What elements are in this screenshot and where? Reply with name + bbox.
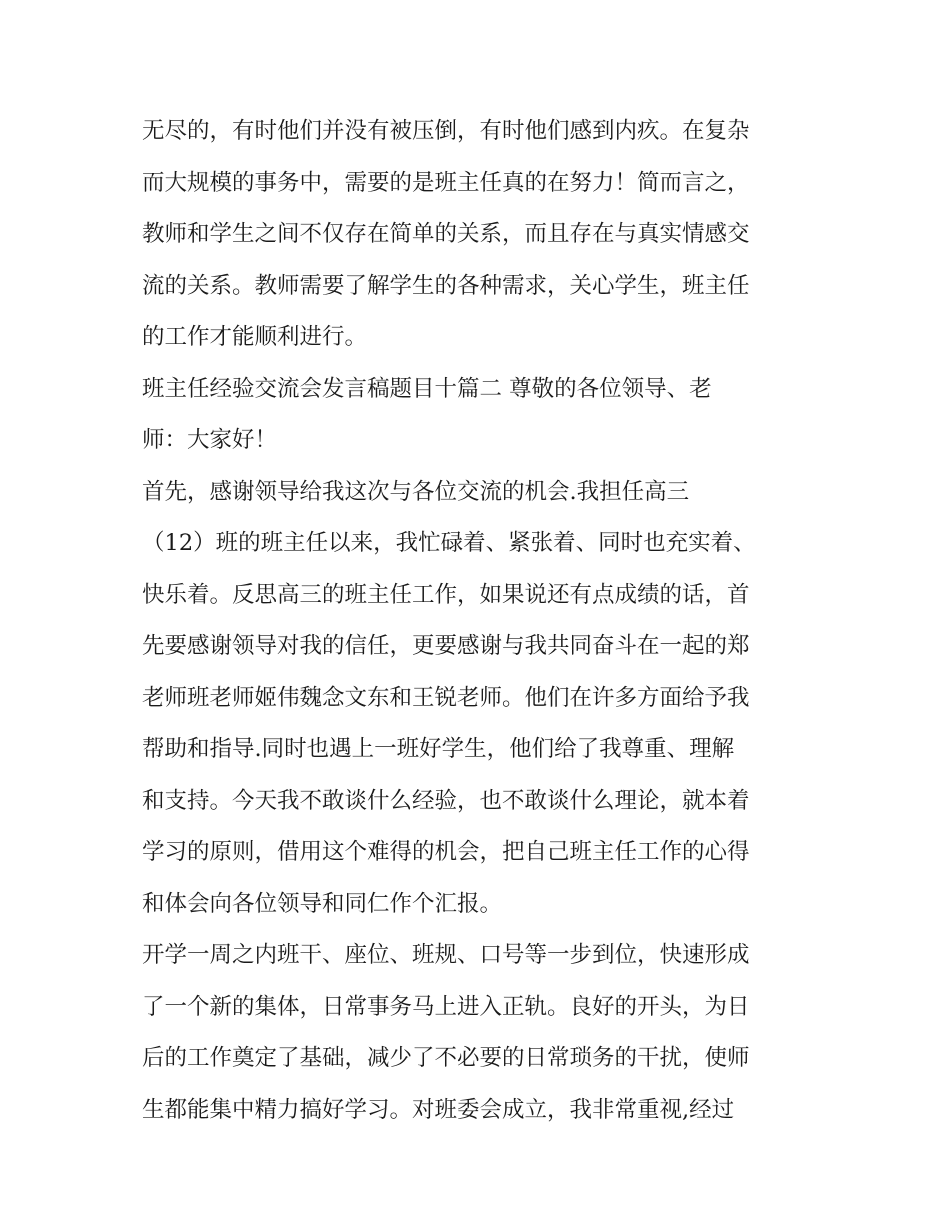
text-line: 开学一周之内班干、座位、班规、口号等一步到位，快速形成: [142, 942, 750, 968]
text-line: 帮助和指导.同时也遇上一班好学生，他们给了我尊重、理解: [142, 736, 735, 762]
text-line: 流的关系。教师需要了解学生的各种需求，关心学生，班主任: [142, 272, 750, 299]
text-line: 后的工作奠定了基础，减少了不必要的日常琐务的干扰，使师: [142, 1045, 750, 1071]
text-line: 生都能集中精力搞好学习。对班委会成立，我非常重视,经过: [142, 1096, 735, 1123]
text-line: （12）班的班主任以来，我忙碌着、紧张着、同时也充实着、: [142, 530, 756, 556]
text-line: 老师班老师姬伟魏念文东和王锐老师。他们在许多方面给予我: [142, 684, 750, 711]
text-line: 先要感谢领导对我的信任，更要感谢与我共同奋斗在一起的郑: [142, 633, 750, 659]
text-line: 快乐着。反思高三的班主任工作，如果说还有点成绩的话，首: [142, 581, 750, 608]
document-body: [142, 106, 822, 1136]
text-line: 首先，感谢领导给我这次与各位交流的机会.我担任高三: [142, 478, 690, 505]
text-line: 无尽的，有时他们并没有被压倒，有时他们感到内疚。在复杂: [142, 118, 750, 144]
text-line: 了一个新的集体，日常事务马上进入正轨。良好的开头，为日: [142, 993, 750, 1020]
section-heading-line: 班主任经验交流会发言稿题目十篇二 尊敬的各位领导、老: [142, 375, 712, 402]
text-line: 的工作才能顺利进行。: [142, 324, 368, 350]
text-line: 和支持。今天我不敢谈什么经验，也不敢谈什么理论，就本着: [142, 787, 750, 814]
text-line: 和体会向各位领导和同仁作个汇报。: [142, 890, 503, 917]
text-line: 而大规模的事务中，需要的是班主任真的在努力！简而言之，: [142, 169, 750, 196]
text-line: 教师和学生之间不仅存在简单的关系，而且存在与真实情感交: [142, 221, 750, 247]
text-line: 学习的原则，借用这个难得的机会，把自己班主任工作的心得: [142, 839, 750, 865]
greeting-line: 师：大家好！: [142, 427, 278, 453]
